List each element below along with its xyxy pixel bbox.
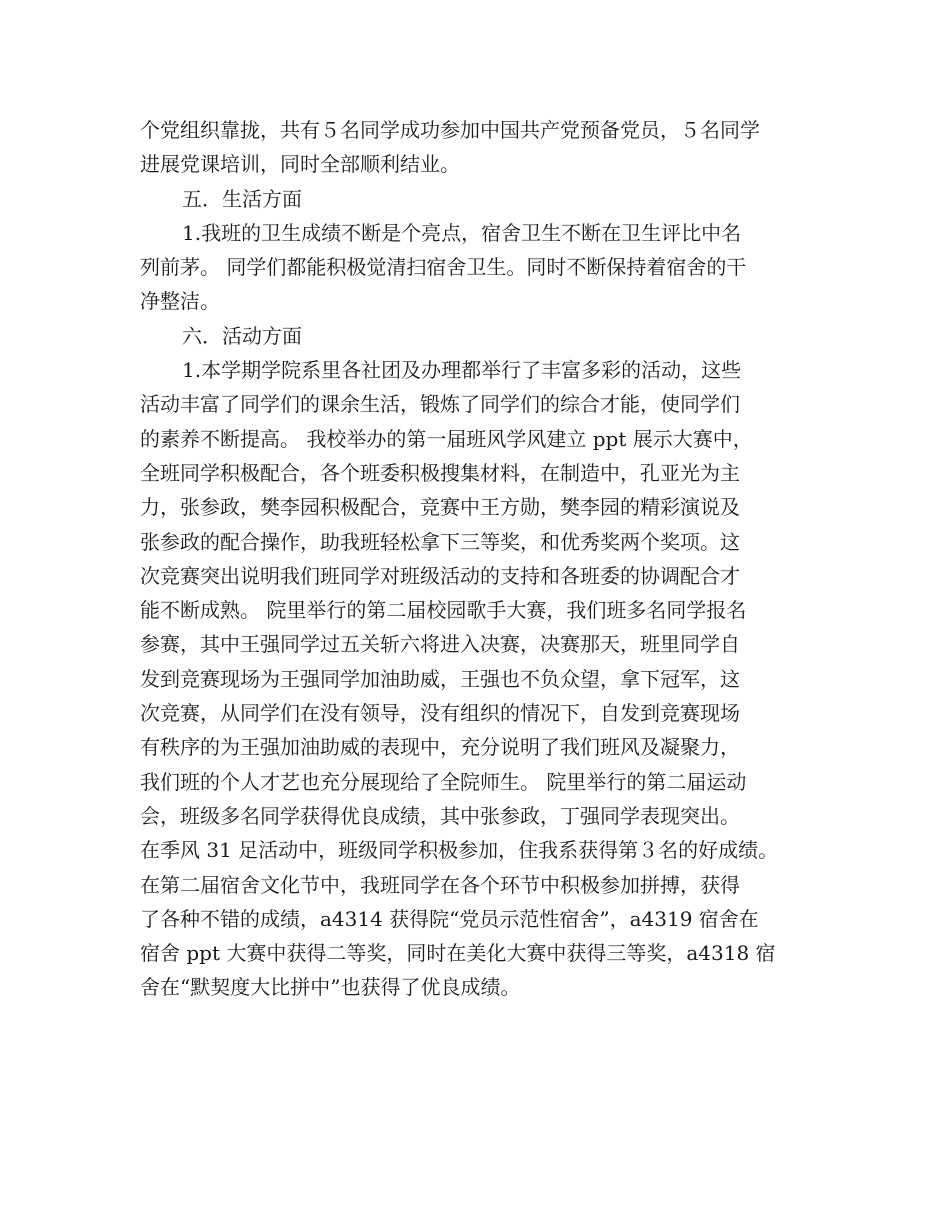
text-line: 有秩序的为王强加油助威的表现中，充分说明了我们班风及凝聚力，: [140, 735, 740, 760]
text-line: 参赛，其中王强同学过五关斩六将进入决赛，决赛那天，班里同学自: [140, 632, 740, 657]
text-line: 力，张参政，樊李园积极配合，竞赛中王方勋，樊李园的精彩演说及: [140, 495, 740, 520]
text-line: 在第二届宿舍文化节中，我班同学在各个环节中积极参加拼搏，获得: [140, 872, 740, 897]
text-line: 全班同学积极配合，各个班委积极搜集材料，在制造中，孔亚光为主: [140, 460, 740, 485]
section-heading-life: 五．生活方面: [182, 186, 302, 211]
text-line: 1.我班的卫生成绩不断是个亮点，宿舍卫生不断在卫生评比中名: [182, 220, 742, 245]
document-body: [140, 113, 820, 1005]
text-line: 次竞赛突出说明我们班同学对班级活动的支持和各班委的协调配合才: [140, 563, 740, 588]
text-line: 次竞赛，从同学们在没有领导，没有组织的情况下，自发到竞赛现场: [140, 701, 740, 726]
text-line: 列前茅。 同学们都能积极觉清扫宿舍卫生。同时不断保持着宿舍的干: [140, 255, 747, 280]
text-line: 会，班级多名同学获得优良成绩，其中张参政，丁强同学表现突出。: [140, 803, 740, 828]
text-line: 1.本学期学院系里各社团及办理都举行了丰富多彩的活动，这些: [182, 358, 742, 383]
text-line: 张参政的配合操作，助我班轻松拿下三等奖，和优秀奖两个奖项。这: [140, 529, 740, 554]
text-line: 宿舍 ppt 大赛中获得二等奖，同时在美化大赛中获得三等奖，a4318 宿: [140, 941, 776, 966]
text-line: 进展党课培训，同时全部顺利结业。: [140, 152, 460, 177]
text-line: 舍在“默契度大比拼中”也获得了优良成绩。: [140, 975, 521, 1000]
text-line: 我们班的个人才艺也充分展现给了全院师生。 院里举行的第二届运动: [140, 769, 747, 794]
text-line: 能不断成熟。 院里举行的第二届校园歌手大赛，我们班多名同学报名: [140, 598, 747, 623]
text-line: 活动丰富了同学们的课余生活，锻炼了同学们的综合才能，使同学们: [140, 392, 740, 417]
text-line: 净整洁。: [140, 289, 220, 314]
text-line: 在季风 31 足活动中，班级同学积极参加，住我系获得第３名的好成绩。: [140, 838, 779, 863]
text-line: 个党组织靠拢，共有５名同学成功参加中国共产党预备党员，５名同学: [140, 118, 760, 142]
text-line: 了各种不错的成绩，a4314 获得院“党员示范性宿舍”，a4319 宿舍在: [140, 906, 759, 931]
text-line: 的素养不断提高。 我校举办的第一届班风学风建立 ppt 展示大赛中，: [140, 426, 753, 451]
text-line: 发到竞赛现场为王强同学加油助威，王强也不负众望，拿下冠军，这: [140, 666, 740, 691]
section-heading-activities: 六．活动方面: [182, 323, 302, 348]
